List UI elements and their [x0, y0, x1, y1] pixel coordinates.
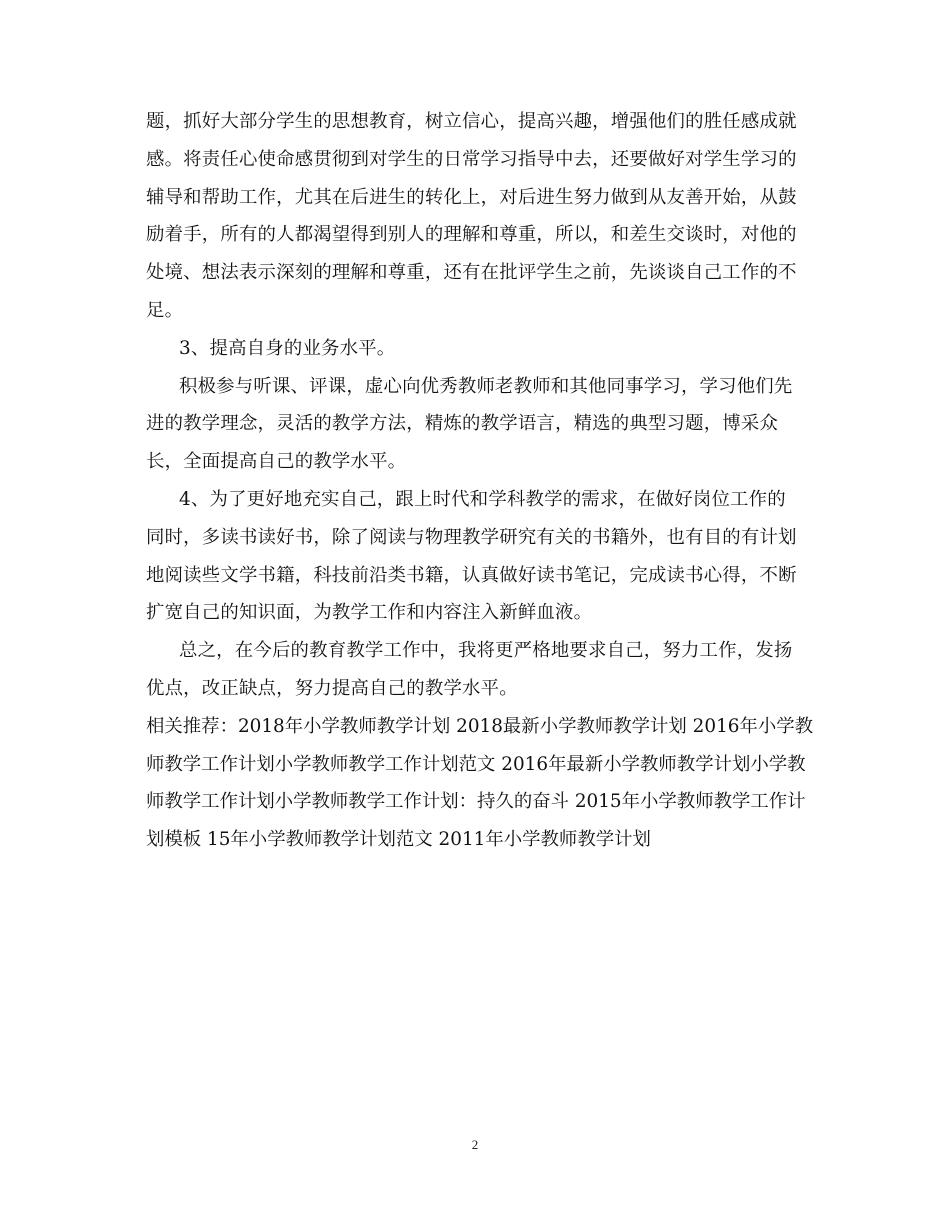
paragraph-line: 扩宽自己的知识面，为教学工作和内容注入新鲜血液。 [146, 602, 593, 624]
paragraph-line: 励着手，所有的人都渴望得到别人的理解和尊重，所以，和差生交谈时，对他的 [146, 224, 797, 246]
paragraph-line: 长，全面提高自己的教学水平。 [146, 451, 407, 473]
paragraph-line: 进的教学理念，灵活的教学方法，精炼的教学语言，精选的典型习题，博采众 [146, 413, 779, 435]
paragraph-line: 积极参与听课、评课，虚心向优秀教师老教师和其他同事学习，学习他们先 [179, 375, 793, 397]
paragraph-line: 地阅读些文学书籍，科技前沿类书籍，认真做好读书笔记，完成读书心得，不断 [146, 564, 797, 586]
paragraph-line: 同时，多读书读好书，除了阅读与物理教学研究有关的书籍外，也有目的有计划 [146, 526, 797, 548]
paragraph-line: 优点，改正缺点，努力提高自己的教学水平。 [146, 677, 518, 699]
document-body [146, 111, 814, 868]
paragraph-line: 感。将责任心使命感贯彻到对学生的日常学习指导中去，还要做好对学生学习的 [146, 148, 797, 170]
related-links-line: 划模板 15年小学教师教学计划范文 2011年小学教师教学计划 [146, 829, 651, 851]
paragraph-line: 辅导和帮助工作，尤其在后进生的转化上，对后进生努力做到从友善开始，从鼓 [146, 186, 797, 208]
page-number: 2 [471, 1137, 479, 1152]
paragraph-line: 题，抓好大部分学生的思想教育，树立信心，提高兴趣，增强他们的胜任感成就 [146, 111, 797, 132]
paragraph-line: 处境、想法表示深刻的理解和尊重，还有在批评学生之前，先谈谈自己工作的不 [146, 262, 797, 284]
paragraph-line: 总之，在今后的教育教学工作中，我将更严格地要求自己，努力工作，发扬 [179, 640, 793, 662]
related-links-line: 师教学工作计划小学教师教学工作计划范文 2016年最新小学教师教学计划小学教 [146, 753, 806, 775]
related-links-line: 师教学工作计划小学教师教学工作计划：持久的奋斗 2015年小学教师教学工作计 [146, 791, 806, 813]
paragraph-line: 足。 [146, 299, 184, 321]
section-heading: 3、提高自身的业务水平。 [179, 337, 396, 359]
paragraph-line: 4、为了更好地充实自己，跟上时代和学科教学的需求，在做好岗位工作的 [179, 488, 786, 510]
related-links-line: 相关推荐：2018年小学教师教学计划 2018最新小学教师教学计划 2016年小学教 [146, 715, 814, 737]
